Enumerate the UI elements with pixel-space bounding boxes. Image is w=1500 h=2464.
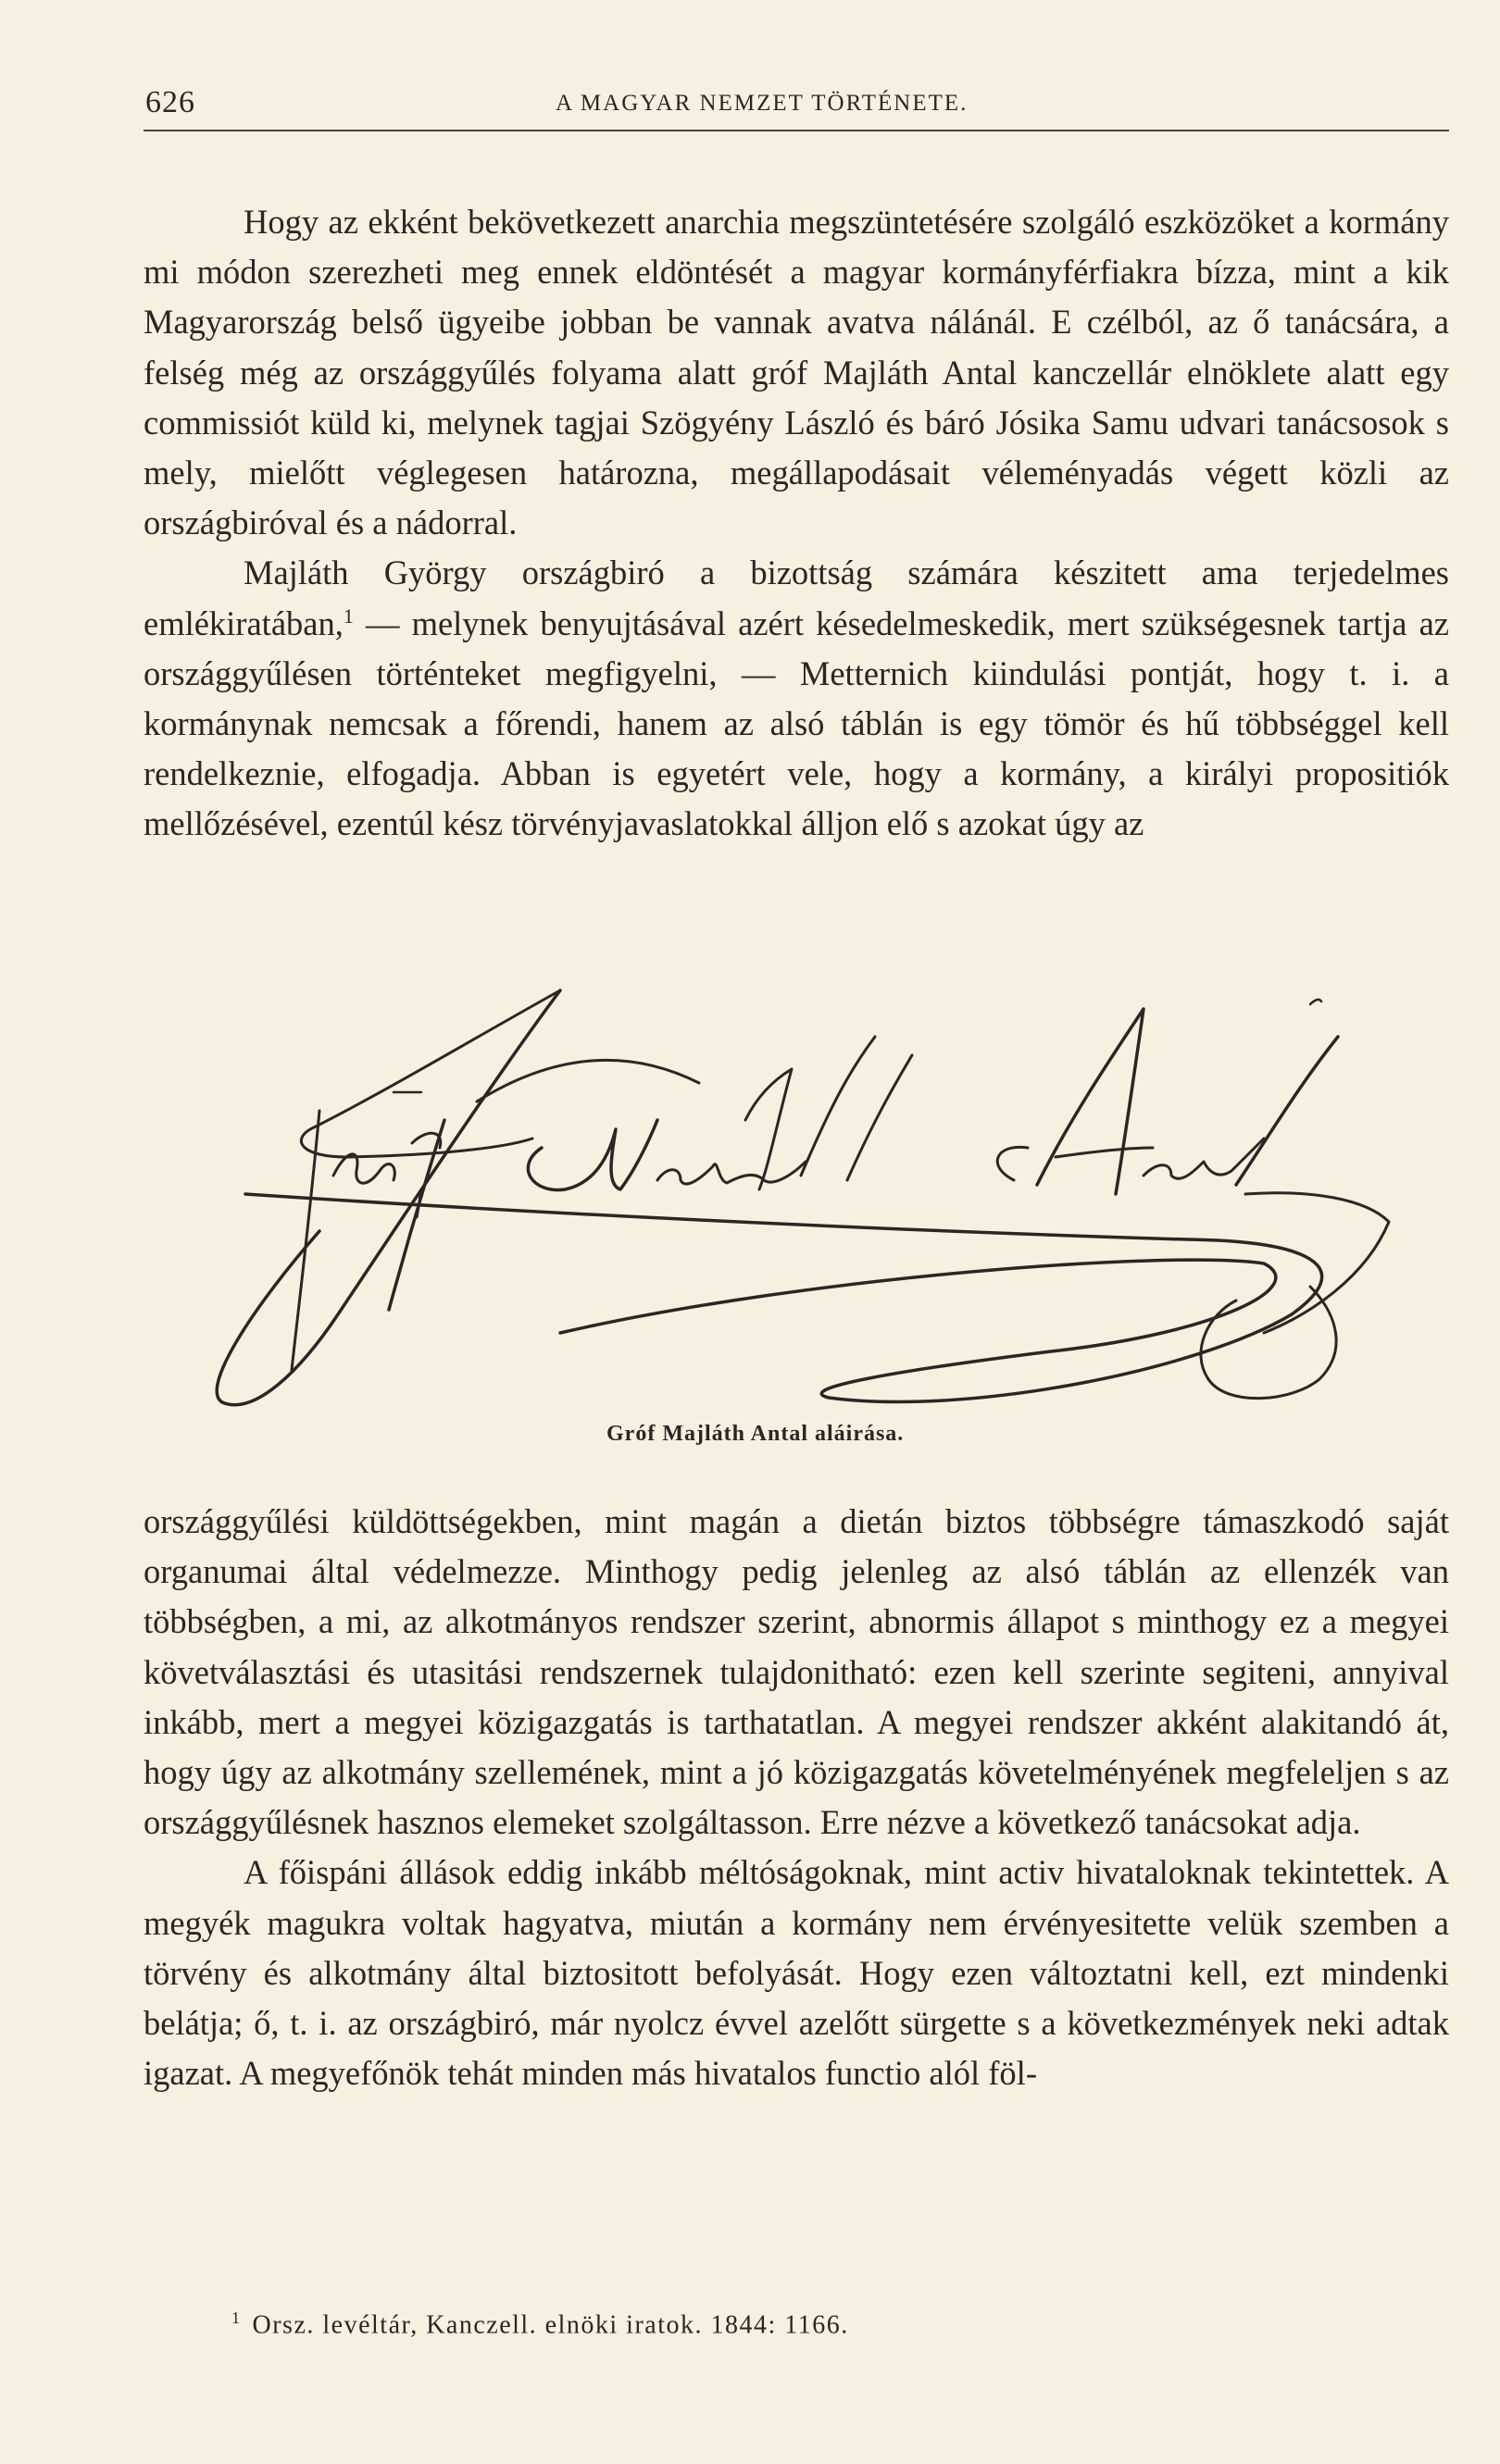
paragraph: országgyűlési küldöttségekben, mint magán a dietán biztos többségre támaszkodó saját organumai által védelmezze. Minthogy pedig jelenleg az alsó táblán az ellenzék van többségben, a mi, az alkotmányos rendszer szerint, abnormis állapot s minthogy ez a megyei követválasztási és utasitási rendszernek tulajdonitható: ezen kell szerinte segiteni, annyival inkább, mert a megyei közigazgatás is tarthatatlan. A megyei rendszer akként alakitandó át, hogy úgy az alkotmány szellemének, mint a jó közigazgatás követelményének megfeleljen s az országgyűlésnek hasznos elemeket szolgáltasson. Erre nézve a következő tanácsokat adja. <box>144 1502 1449 1842</box>
paragraph: A főispáni állások eddig inkább méltóságoknak, mint activ hivataloknak tekintettek. A megyék magukra voltak hagyatva, miután a kormány nem érvényesitette velük szemben a törvény és alkotmány által biztositott befolyását. Hogy ezen változtatni kell, ezt mindenki belátja; ő, t. i. az országbiró, már nyolcz évvel azelőtt sürgette s a következmények neki adtak igazat. A megyefőnök tehát minden más hivatalos functio alól föl- <box>144 1853 1449 2093</box>
footnote-reference: 1 <box>343 604 354 628</box>
running-title: A MAGYAR NEMZET TÖRTÉNETE. <box>556 91 969 116</box>
paragraph-text: Majláth György országbiró a bizottság számára készitett ama terjedelmes emlékiratában, <box>144 554 1449 642</box>
page-number: 626 <box>145 85 195 119</box>
signature-image <box>199 981 1421 1425</box>
page-header <box>144 85 1449 131</box>
paragraph: Hogy az ekként bekövetkezett anarchia megszüntetésére szolgáló eszközöket a kormány mi módon szerezheti meg ennek eldöntését a magyar kormányférfiakra bízza, mint a kik Magyarország belső ügyeibe jobban be vannak avatva nálánál. E czélból, az ő tanácsára, a felség még az országgyűlés folyama alatt gróf Majláth Antal kanczellár elnöklete alatt egy commissiót küld ki, melynek tagjai Szögyény László és báró Jósika Samu udvari tanácsosok s mely, mielőtt véglegesen határozna, megállapodásait véleményadás végett közli az országbiróval és a nádorral. <box>144 203 1449 542</box>
footnote <box>231 2308 849 2340</box>
footnote-text: Orsz. levéltár, Kanczell. elnöki iratok. 1844: 1166. <box>252 2310 849 2340</box>
footnote-mark: 1 <box>231 2308 242 2327</box>
paragraph-text: — melynek benyujtásával azért késedelmeskedik, mert szükségesnek tartja az országgyűlésen történteket megfigyelni, — Metternich kiindulási pontját, hogy t. i. a kormánynak nemcsak a főrendi, hanem az alsó táblán is egy tömör és hű többséggel kell rendelkeznie, elfogadja. Abban is egyetért vele, hogy a kormány, a királyi propositiók mellőzésével, ezentúl kész törvényjavaslatokkal álljon elő s azokat úgy az <box>144 604 1449 843</box>
signature-caption: Gróf Majláth Antal aláirása. <box>606 1422 905 1446</box>
body-text-bottom <box>144 1497 1449 2098</box>
paragraph <box>144 548 1449 849</box>
body-text-top <box>144 197 1449 850</box>
